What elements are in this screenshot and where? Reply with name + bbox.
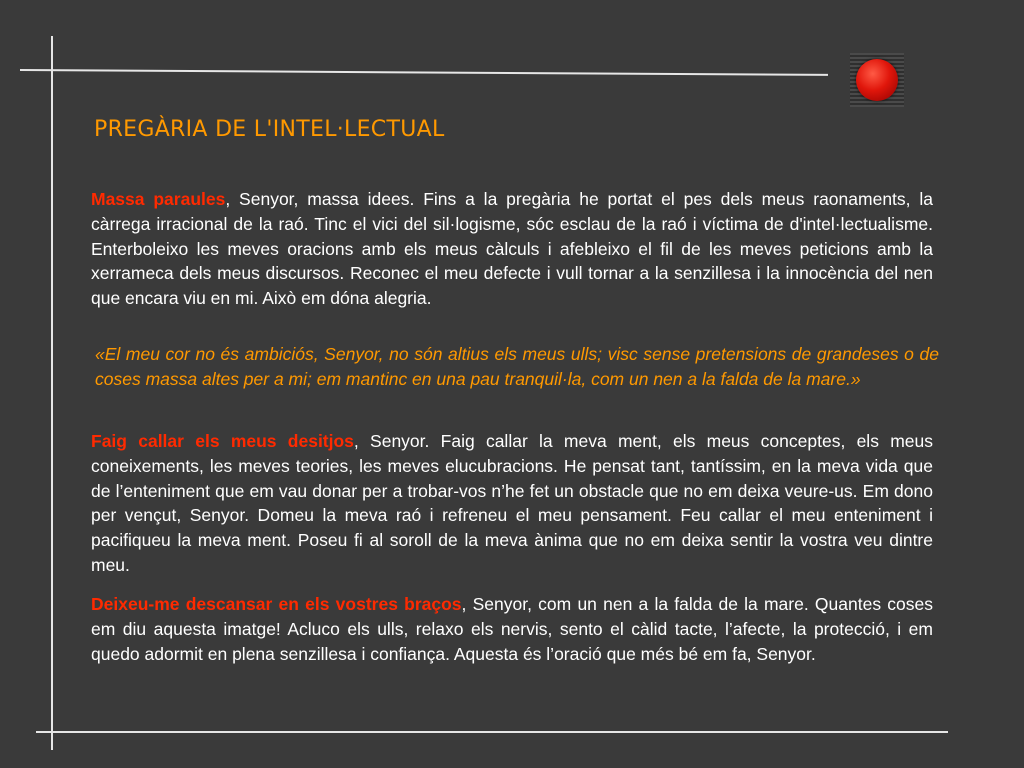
paragraph-2-text: , Senyor. Faig callar la meva ment, els meus conceptes, els meus coneixements, les meves teories, les meves elucubracions. He pensat tant, tantíssim, en la meva vida que de l’enteniment que em vau donar per a trobar-vos n’he fet un obstacle que no em deixa veure-us. Em dono per vençut, Senyor. Domeu la meva raó i refreneu el meu pensament. Feu callar el meu enteniment i pacifiqueu la meva ment. Poseu fi al soroll de la meva ànima que no em deixa sentir la vostra veu dintre meu.	[91, 431, 933, 575]
record-icon	[850, 53, 904, 107]
page-title: PREGÀRIA DE L'INTEL·LECTUAL	[94, 117, 445, 142]
paragraph-3-text: , Senyor, com un nen a la falda de la mare. Quantes coses em diu aquesta imatge! Acluco els ulls, relaxo els nervis, sento el càlid tacte, l’afecte, la protecció, i em quedo adormit en plena senzillesa i confiança. Aquesta és l’oració que més bé em fa, Senyor.	[91, 594, 933, 664]
top-divider-line	[20, 69, 828, 76]
paragraph-2-lead: Faig callar els meus desitjos	[91, 431, 354, 451]
red-dot-icon	[856, 59, 898, 101]
paragraph-3	[91, 592, 933, 666]
paragraph-1	[91, 187, 933, 311]
bottom-divider-line	[36, 731, 948, 733]
paragraph-1-lead: Massa paraules	[91, 189, 226, 209]
paragraph-3-lead: Deixeu-me descansar en els vostres braços	[91, 594, 462, 614]
left-divider-line	[51, 36, 53, 750]
paragraph-1-text: , Senyor, massa idees. Fins a la pregària he portat el pes dels meus raonaments, la càrrega irracional de la raó. Tinc el vici del sil·logisme, sóc esclau de la raó i víctima de d'intel·lectualisme. Enterboleixo les meves oracions amb els meus càlculs i afebleixo el fil de les meves peticions amb la xerrameca dels meus discursos. Reconec el meu defecte i vull tornar a la senzillesa i la innocència del nen que encara viu en mi. Això em dóna alegria.	[91, 189, 933, 309]
paragraph-2	[91, 429, 933, 578]
psalm-quote: «El meu cor no és ambiciós, Senyor, no són altius els meus ulls; visc sense pretensions de grandeses o de coses massa altes per a mi; em mantinc en una pau tranquil·la, com un nen a la falda de la mare.»	[95, 344, 939, 389]
